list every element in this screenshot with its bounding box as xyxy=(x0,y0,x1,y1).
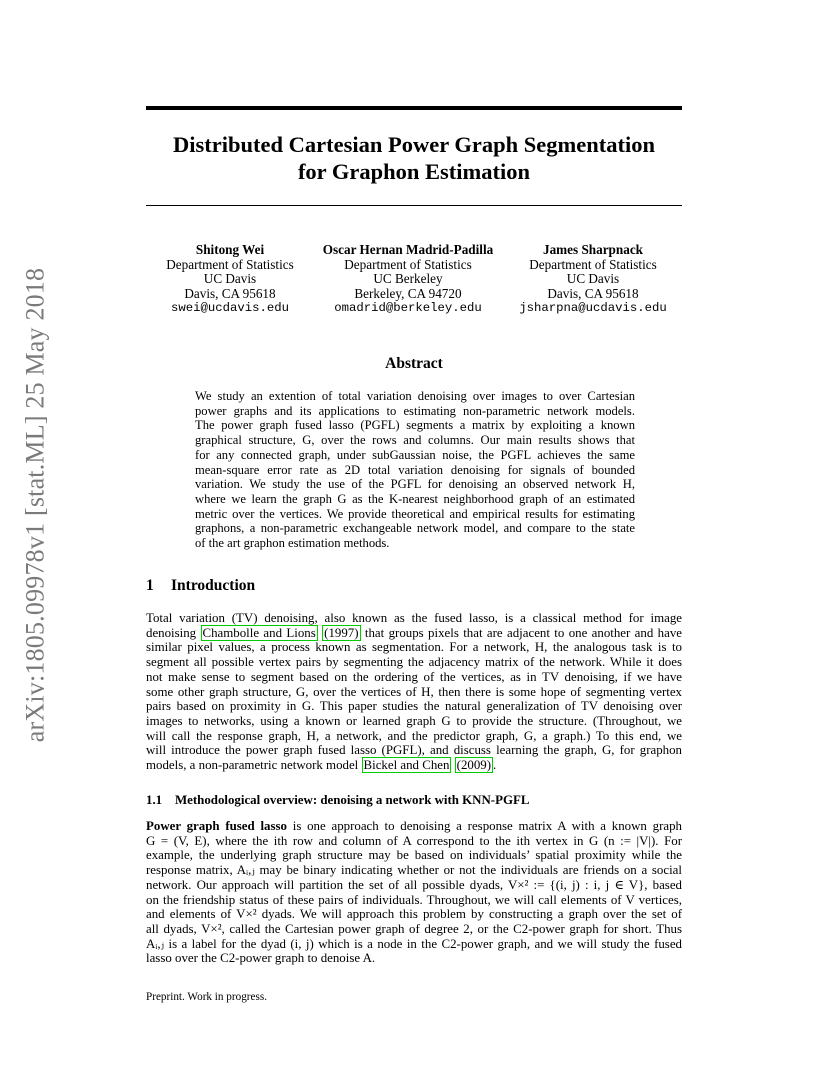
abstract-line: power graphs and its applications to estimating non-parametric network models. xyxy=(195,403,635,418)
body-text: that groups pixels that are adjacent to one another and have xyxy=(364,625,682,640)
author-address: Berkeley, CA 94720 xyxy=(354,285,462,301)
body-line: Aᵢ,ⱼ is a label for the dyad (i, j) which is a node in the C2-power graph, and we will study the fused xyxy=(146,936,682,951)
body-line: some other graph structure, G, over the vertices of H, then there is some hope of segmenting vertex xyxy=(146,684,682,699)
body-line: all dyads, V×², called the Cartesian power graph of degree 2, or the C2-power graph for short. Thus xyxy=(146,921,682,936)
body-text: is one approach to denoising a response matrix A with a known graph xyxy=(286,819,682,833)
abstract-line: graphons, a non-parametric exchangeable network model, and compare to the state xyxy=(195,521,635,536)
body-line xyxy=(146,819,682,834)
body-line: will call the response graph, H, a network, and the predictor graph, G, a graph.) To this end, we xyxy=(146,728,682,743)
abstract-line: mean-square error rate as 2D total variation denoising for signals of bounded xyxy=(195,462,635,477)
subsection-number: 1.1 xyxy=(146,793,163,807)
body-line: similar pixel values, a process known as segmentation. For a network, H, the analogous task is to xyxy=(146,640,682,655)
author-univ: UC Davis xyxy=(566,271,620,287)
introduction-paragraph xyxy=(146,611,682,773)
author-name: James Sharpnack xyxy=(542,242,644,257)
abstract-line: The power graph fused lasso (PGFL) segments a matrix by exploiting a known xyxy=(195,418,635,433)
methods-paragraph xyxy=(146,819,682,966)
author-address: Davis, CA 95618 xyxy=(184,285,276,301)
body-text: denoising xyxy=(146,625,201,640)
subsection-heading xyxy=(146,793,529,808)
author-univ: UC Berkeley xyxy=(373,271,443,287)
author-name: Shitong Wei xyxy=(195,242,265,257)
body-text: . xyxy=(493,758,497,773)
body-line: not make sense to segment based on the ordering of the vertices, as in TV denoising, if we have xyxy=(146,669,682,684)
author-3 xyxy=(483,243,703,316)
subsection-title: Methodological overview: denoising a network with KNN-PGFL xyxy=(175,793,530,807)
bold-lead: Power graph fused lasso xyxy=(146,819,287,833)
abstract-line: graphical structure, G, over the rows and columns. Our main results shows that xyxy=(195,433,635,448)
author-address: Davis, CA 95618 xyxy=(547,285,639,301)
author-email[interactable]: omadrid@berkeley.edu xyxy=(334,301,482,316)
abstract-line: of the art graphon estimation methods. xyxy=(195,536,390,551)
body-line: network. Our approach will partition the set of all possible dyads, V×² := {(i, j) : i, j ∈ V}, based xyxy=(146,877,682,892)
body-line: images to networks, using a known or learned graph G to provide the structure. (Throughout, we xyxy=(146,713,682,728)
abstract-line: variation. We study the use of the PGFL for denoising an observed network H, xyxy=(195,477,635,492)
abstract-line: We study an extention of total variation denoising over images to over Cartesian xyxy=(195,389,635,403)
author-name: Oscar Hernan Madrid-Padilla xyxy=(322,242,494,257)
body-line: and elements of V×² dyads. We will approach this problem by constructing a graph over the set of xyxy=(146,907,682,922)
author-univ: UC Davis xyxy=(203,271,257,287)
abstract-body xyxy=(195,389,635,551)
preprint-note: Preprint. Work in progress. xyxy=(146,991,268,1003)
abstract-line: for any connected graph, under subGaussian noise, the PGFL achieves the same xyxy=(195,447,635,462)
author-email[interactable]: jsharpna@ucdavis.edu xyxy=(519,301,667,316)
body-line: lasso over the C2-power graph to denoise A. xyxy=(146,951,376,966)
body-line: will introduce the power graph fused lasso (PGFL), and discuss learning the graph, G, for graphon xyxy=(146,743,682,758)
body-line: Total variation (TV) denoising, also known as the fused lasso, is a classical method for image xyxy=(146,611,682,625)
title-line-1: Distributed Cartesian Power Graph Segmentation xyxy=(172,132,656,157)
title-bottom-rule xyxy=(146,205,682,206)
abstract-line: where we learn the graph G as the K-nearest neighborhood graph of an estimated xyxy=(195,491,635,506)
citation-year-link[interactable]: (1997) xyxy=(324,625,359,640)
title-line-2: for Graphon Estimation xyxy=(297,159,531,184)
citation-link[interactable]: Chambolle and Lions xyxy=(202,625,316,640)
body-line-with-citation xyxy=(146,626,682,641)
section-title: Introduction xyxy=(171,577,256,594)
body-line: pairs based on proximity in G. This paper studies the natural generalization of TV denoising over xyxy=(146,699,682,714)
abstract-line: metric over the vertices. We provide theoretical and empirical results for estimating xyxy=(195,506,635,521)
citation-year-link[interactable]: (2009) xyxy=(456,758,492,773)
author-dept: Department of Statistics xyxy=(529,256,657,272)
body-line: on the friendship status of these pairs of individuals. Throughout, we will call elements of V vertices, xyxy=(146,892,682,907)
section-number: 1 xyxy=(146,577,154,594)
title-top-rule xyxy=(146,106,682,110)
section-heading-introduction xyxy=(146,577,255,595)
arxiv-identifier xyxy=(14,267,56,743)
abstract-heading: Abstract xyxy=(385,355,443,372)
author-dept: Department of Statistics xyxy=(166,256,294,272)
body-line-with-citation xyxy=(146,758,682,773)
arxiv-id-text: arXiv:1805.09978v1 [stat.ML] 25 May 2018 xyxy=(20,267,50,743)
body-line: G = (V, E), where the ith row and column of A correspond to the ith vertex in G (n := |V|). For xyxy=(146,833,682,848)
author-dept: Department of Statistics xyxy=(344,256,472,272)
paper-title xyxy=(146,131,682,185)
body-line: segment all possible vertex pairs by segmenting the adjacency matrix of the network. While it does xyxy=(146,655,682,670)
body-line: example, the underlying graph structure may be based on individuals’ spatial proximity while the xyxy=(146,848,682,863)
author-email[interactable]: swei@ucdavis.edu xyxy=(170,301,290,316)
citation-link[interactable]: Bickel and Chen xyxy=(363,758,450,773)
body-line: response matrix, Aᵢ,ⱼ may be binary indicating whether or not the individuals are friends on a social xyxy=(146,863,682,878)
body-text: models, a non-parametric network model xyxy=(146,758,359,773)
